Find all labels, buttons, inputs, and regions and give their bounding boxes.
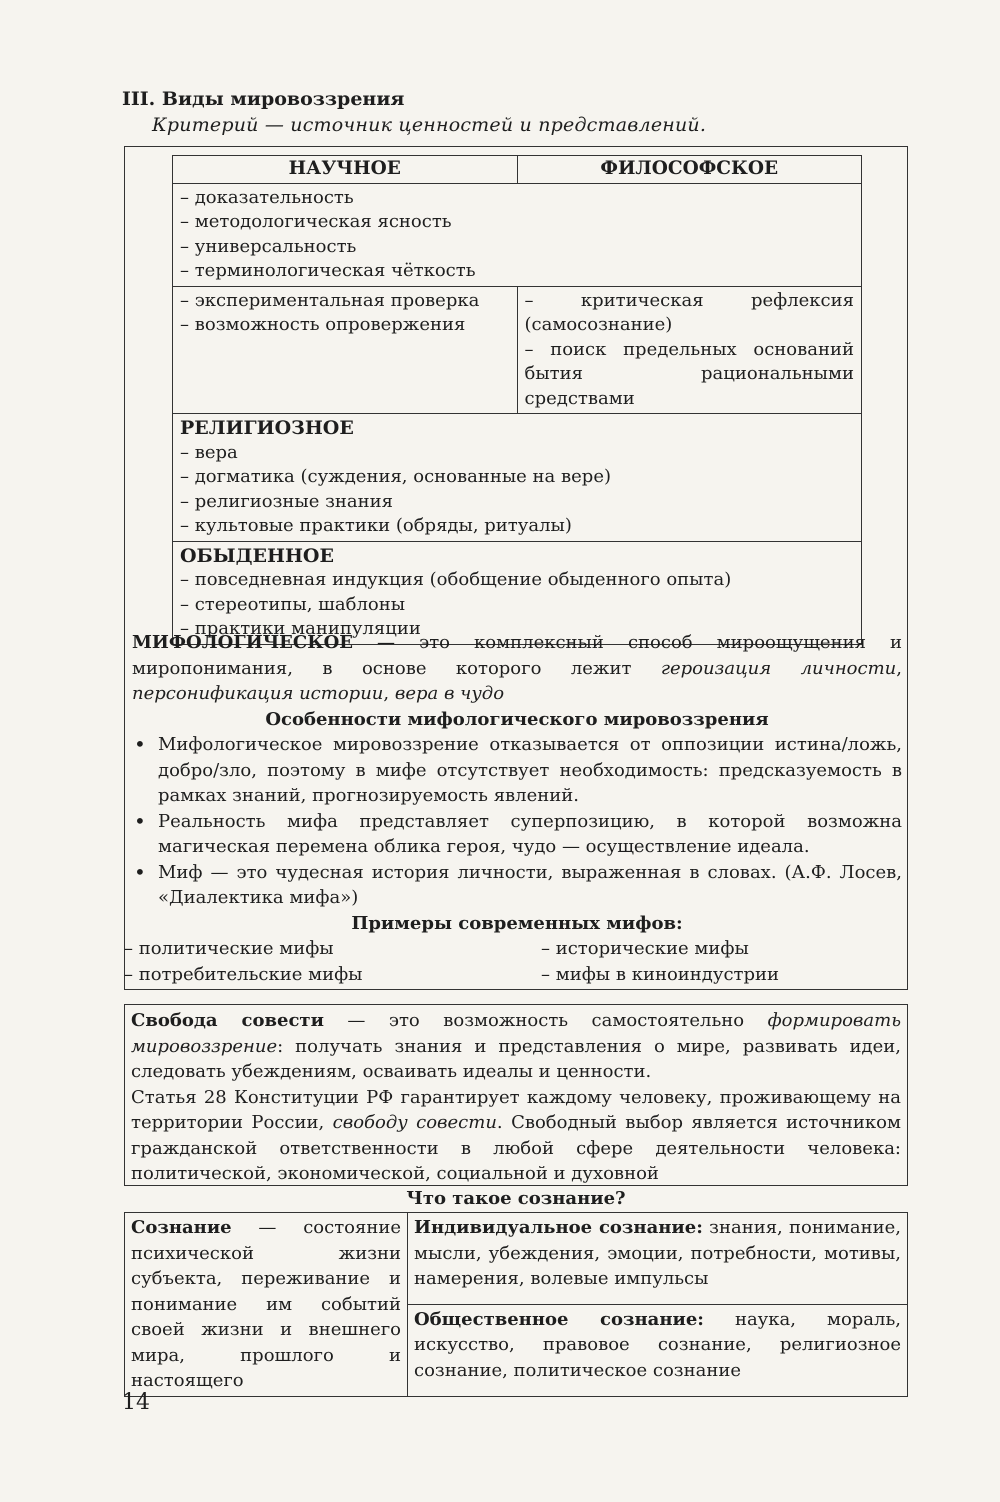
social-text: наука, мораль, искусство, правовое сознание, религиозное сознание, политическое сознание <box>414 1308 901 1381</box>
list-item: – практики манипуляции <box>180 618 421 639</box>
list-item: – религиозные знания <box>180 490 394 512</box>
list-item: • Мифологическое мировоззрение отказывается от оппозиции истина/ложь, добро/зло, поэтому в мифе отсутствует необходимость: предсказуемость в рамках знаний, прогнозируемость явлений. <box>132 732 902 809</box>
examples-left <box>124 936 513 987</box>
list-item: – экспериментальная проверка <box>180 289 480 311</box>
list-item: – терминологическая чёткость <box>180 260 476 281</box>
article-text: . Свободный выбор является источником гражданской ответственности в любой сфере деятельности человека: политической, экономической, социальной и духовной <box>131 1112 901 1184</box>
freedom-definition <box>131 1008 901 1085</box>
individual-term: Индивидуальное сознание: <box>414 1217 703 1238</box>
emphasis-personification: персонификация истории <box>132 683 384 704</box>
philosophical-features-cell <box>517 286 862 414</box>
list-item: – возможность опровержения <box>180 314 466 335</box>
header-scientific: НАУЧНОЕ <box>173 156 518 184</box>
list-item: – потребительские мифы <box>124 963 363 985</box>
criterion-subtitle: Критерий — источник ценностей и представлений. <box>152 114 707 136</box>
list-item: – вера <box>180 441 238 463</box>
emphasis-form-worldview: формировать мировоззрение <box>131 1010 901 1057</box>
everyday-title: ОБЫДЕННОЕ <box>180 544 334 567</box>
list-item: – исторические мифы <box>541 938 749 959</box>
features-list <box>132 732 902 911</box>
scientific-features-cell <box>173 286 518 414</box>
mythological-block <box>124 630 902 987</box>
list-item: – стереотипы, шаблоны <box>180 593 406 615</box>
social-consciousness-cell <box>408 1304 908 1396</box>
social-term: Общественное сознание: <box>414 1308 704 1330</box>
individual-text: знания, понимание, мысли, убеждения, эмоции, потребности, мотивы, намерения, волевые импульсы <box>414 1217 901 1289</box>
list-item: – универсальность <box>180 235 357 257</box>
examples-right <box>513 936 902 987</box>
definition-text: — это возможность самостоятельно <box>323 1010 768 1031</box>
consciousness-table <box>124 1212 908 1397</box>
emphasis-miracle-faith: вера в чудо <box>394 683 505 704</box>
list-item: – культовые практики (обряды, ритуалы) <box>180 515 572 536</box>
worldview-types-table <box>172 155 862 645</box>
examples-title: Примеры современных мифов: <box>351 912 683 934</box>
definition-text: — это комплексный способ мироощущения и миропонимания, в основе которого лежит <box>132 632 902 679</box>
freedom-term: Свобода совести <box>131 1010 324 1031</box>
examples-grid <box>124 936 902 987</box>
mythological-definition <box>132 630 902 707</box>
list-item: – поиск предельных оснований бытия рациональными средствами <box>524 338 854 409</box>
list-item: – доказательность <box>180 186 354 208</box>
emphasis-heroization: героизация личности <box>660 657 897 679</box>
list-item: – критическая рефлексия (самосознание) <box>524 289 854 335</box>
list-item: • Миф — это чудесная история личности, выраженная в словах. (А.Ф. Лосев, «Диалектика мифа») <box>132 860 902 911</box>
separator: , <box>383 683 395 704</box>
page-number: 14 <box>122 1390 150 1415</box>
everyday-cell <box>173 541 862 644</box>
consciousness-title: Что такое сознание? <box>406 1188 626 1209</box>
individual-consciousness-cell <box>408 1213 908 1305</box>
religious-cell <box>173 414 862 542</box>
definition-text: : получать знания и представления о мире, развивать идеи, следовать убеждениям, осваивать идеалы и ценности. <box>131 1035 901 1082</box>
mythological-term: МИФОЛОГИЧЕСКОЕ <box>132 632 353 653</box>
religious-title: РЕЛИГИОЗНОЕ <box>180 417 354 439</box>
shared-features-cell <box>173 183 862 286</box>
freedom-of-conscience-box <box>124 1004 908 1186</box>
separator: , <box>896 657 902 679</box>
definition-text: — состояние психической жизни субъекта, переживание и понимание им событий своей жизни и внешнего мира, прошлого и настоящего <box>131 1217 401 1391</box>
list-item: – догматика (суждения, основанные на вере) <box>180 466 611 487</box>
list-item: – мифы в киноиндустрии <box>541 963 780 985</box>
header-philosophical: ФИЛОСОФСКОЕ <box>517 156 862 184</box>
constitution-article <box>131 1085 901 1187</box>
consciousness-term: Сознание <box>131 1217 232 1238</box>
list-item: • Реальность мифа представляет суперпозицию, в которой возможна магическая перемена облика героя, чудо — осуществление идеала. <box>132 809 902 860</box>
list-item: – повседневная индукция (обобщение обыденного опыта) <box>180 569 732 590</box>
consciousness-definition-cell <box>125 1213 408 1397</box>
features-title: Особенности мифологического мировоззрения <box>265 708 769 730</box>
list-item: – политические мифы <box>124 938 334 959</box>
list-item: – методологическая ясность <box>180 211 452 232</box>
article-text: Статья 28 Конституции РФ гарантирует каждому человеку, проживающему на территории России, <box>131 1086 901 1133</box>
emphasis-freedom-of-conscience: свободу совести <box>332 1112 497 1133</box>
section-title: III. Виды мировоззрения <box>122 88 405 110</box>
